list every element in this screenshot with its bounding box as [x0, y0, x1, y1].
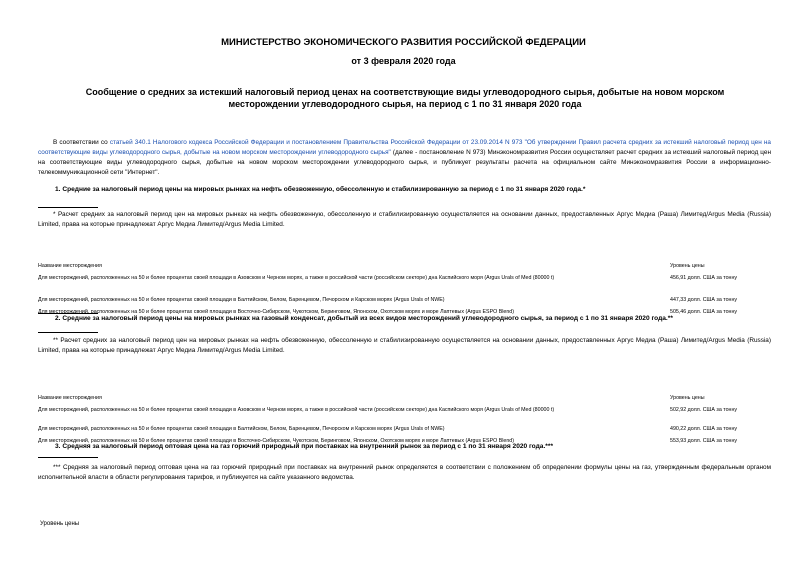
footnote-divider-1 — [38, 207, 98, 208]
table-header-row — [38, 395, 771, 407]
deposit-name: Для месторождений, расположенных на 50 и более процентах своей площади в Балтийском, Белом, Баренцевом, Печорском и Карском морях (Argus Urals of NWE) — [38, 297, 445, 303]
table-header-row — [38, 263, 771, 275]
deposit-name: Для месторождений, расположенных на 50 и более процентах своей площади в Азовском и Черном морях, а также в российской части (российском секторе) дна Каспийского моря (Argus Urals of Med (80000 t) — [38, 407, 555, 413]
deposit-name: Для месторождений, расположенных на 50 и более процентах своей площади в Восточно-Сибирском, Чукотском, Беринговом, Японском, Охотском морях и море Лаптевых (Argus ESPO Blend) — [38, 438, 515, 444]
price-value: 490,22 долл. США за тонну — [670, 426, 738, 432]
price-value: 553,93 долл. США за тонну — [670, 438, 738, 444]
section-1-heading: 1. Средние за налоговый период цены на мировых рынках на нефть обезвоженную, обессоленную и стабилизированную за период с 1 по 31 января 2020 года.* — [55, 186, 586, 193]
document-title: Сообщение о средних за истекший налоговый период ценах на соответствующие виды углеводородного сырья, добытые на новом морском месторождении углеводородного сырья, на период с 1 по 31 января 2020 года — [85, 87, 725, 109]
document-date: от 3 февраля 2020 года — [351, 56, 456, 66]
deposit-name: Для месторождений, расположенных на 50 и более процентах своей площади в Восточно-Сибирском, Чукотском, Беринговом, Японском, Охотском морях и море Лаптевых (Argus ESPO Blend) — [38, 309, 515, 315]
table-row — [38, 275, 771, 297]
table-row — [38, 426, 771, 438]
column-header-name: Название месторождения — [38, 263, 102, 269]
law-reference-link[interactable]: статьей 340.1 Налогового кодекса Российской Федерации и постановлением Правительства Российской Федерации от 23.09.2014 N 973 "Об утверждении Правил расчета средних за истекший налоговый период цен на соответствующие виды углеводородного сырья, добытые на новом морском месторождении углеводородного сырья" — [38, 139, 771, 156]
footnote-divider-3 — [38, 457, 98, 458]
price-value: 447,33 долл. США за тонну — [670, 297, 738, 303]
price-level-label: Уровень цены — [40, 521, 80, 527]
section-3-footnote: *** Средняя за налоговый период оптовая цена на газ горючий природный при поставках на внутренний рынок определяется в соответствии с положением об определении формулы цены на газ, утвержденным федеральным органом исполнительной власти в области регулирования тарифов, и публикуется на сайте указанного ведомства. — [38, 464, 771, 481]
intro-paragraph — [38, 138, 771, 178]
condensate-price-table — [38, 395, 771, 450]
intro-suffix: (далее - постановление N 973) Минэкономразвития России осуществляет расчет средних за истекший налоговый период цен на соответствующие виды углеводородного сырья, добытые на новом морском месторождении углеводородного сырья, и публикует результаты расчета на официальном сайте Минэкономразвития России в информационно-телекоммуникационной сети "Интернет". — [38, 149, 771, 176]
price-value: 505,46 долл. США за тонну — [670, 309, 738, 315]
footnote-divider-2 — [38, 332, 98, 333]
price-value: 456,91 долл. США за тонну — [670, 275, 738, 281]
ministry-heading: МИНИСТЕРСТВО ЭКОНОМИЧЕСКОГО РАЗВИТИЯ РОССИЙСКОЙ ФЕДЕРАЦИИ — [221, 37, 586, 48]
footnote-divider-2a — [38, 313, 98, 314]
table-row — [38, 297, 771, 309]
section-3-heading: 3. Средняя за налоговый период оптовая цена на газ горючий природный при поставках на внутренний рынок за период с 1 по 31 января 2020 года.*** — [55, 443, 554, 450]
table-row — [38, 407, 771, 426]
oil-price-table — [38, 263, 771, 321]
section-1-footnote: * Расчет средних за налоговый период цен на мировых рынках на нефть обезвоженную, обессоленную и стабилизированную осуществляется на основании данных, предоставленных Аргус Медиа (Раша) Лимитед/Argus Media (Russia) Limited, права на которые принадлежат Аргус Медиа Лимитед/Argus Media Limited. — [38, 211, 771, 228]
intro-prefix: В соответствии со — [53, 139, 110, 146]
section-2-heading: 2. Средние за налоговый период цены на мировых рынках на газовый конденсат, добытый из всех видов месторождений углеводородного сырья, за период с 1 по 31 января 2020 года.** — [55, 315, 673, 322]
column-header-price: Уровень цены — [670, 395, 705, 401]
column-header-price: Уровень цены — [670, 263, 705, 269]
section-2-footnote: ** Расчет средних за налоговый период цен на мировых рынках на нефть обезвоженную, обессоленную и стабилизированную осуществляется на основании данных, предоставленных Аргус Медиа (Раша) Лимитед/Argus Media (Russia) Limited, права на которые принадлежат Аргус Медиа Лимитед/Argus Media Limited. — [38, 337, 771, 354]
deposit-name: Для месторождений, расположенных на 50 и более процентах своей площади в Балтийском, Белом, Баренцевом, Печорском и Карском морях (Argus Urals of NWE) — [38, 426, 445, 432]
price-value: 502,92 долл. США за тонну — [670, 407, 738, 413]
column-header-name: Название месторождения — [38, 395, 102, 401]
deposit-name: Для месторождений, расположенных на 50 и более процентах своей площади в Азовском и Черном морях, а также в российской части (российском секторе) дна Каспийского моря (Argus Urals of Med (80000 t) — [38, 275, 555, 281]
